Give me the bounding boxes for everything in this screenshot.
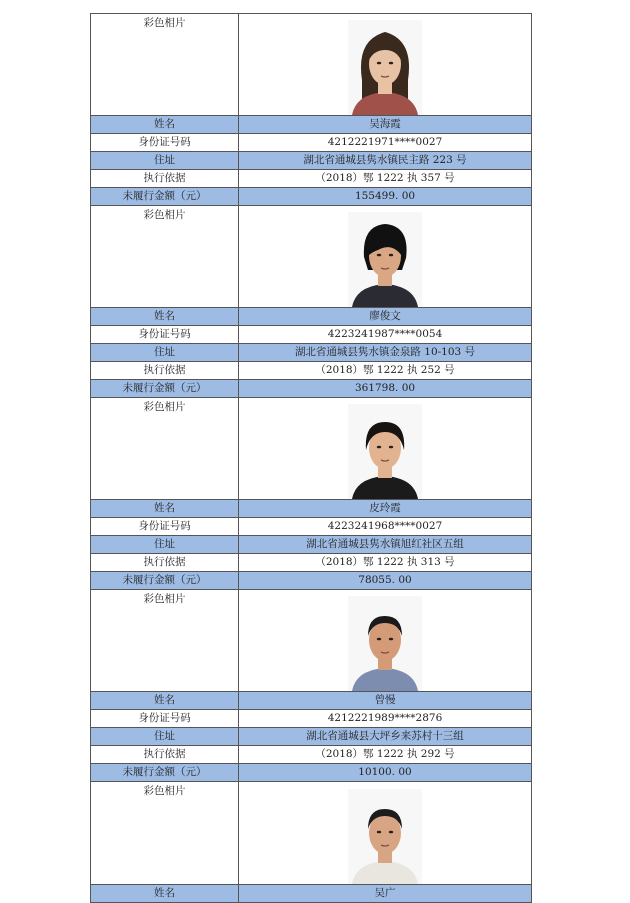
basis-label: 执行依据 [91, 170, 239, 188]
name-row [91, 692, 532, 710]
id-row [91, 134, 532, 152]
amount-row [91, 764, 532, 782]
address-label: 住址 [91, 344, 239, 362]
address-row [91, 344, 532, 362]
address-row [91, 152, 532, 170]
address-value: 湖北省通城县隽水镇民主路 223 号 [239, 152, 532, 170]
address-label: 住址 [91, 536, 239, 554]
name-row [91, 500, 532, 518]
photo-label: 彩色相片 [91, 590, 239, 692]
id-label: 身份证号码 [91, 134, 239, 152]
name-row [91, 116, 532, 134]
portrait-cell [239, 206, 532, 308]
amount-value: 361798. 00 [239, 380, 532, 398]
address-value: 湖北省通城县隽水镇旭红社区五组 [239, 536, 532, 554]
id-label: 身份证号码 [91, 518, 239, 536]
photo-label: 彩色相片 [91, 398, 239, 500]
name-label: 姓名 [91, 885, 239, 903]
amount-value: 78055. 00 [239, 572, 532, 590]
name-value: 廖俊文 [239, 308, 532, 326]
name-label: 姓名 [91, 500, 239, 518]
name-value: 皮玲霞 [239, 500, 532, 518]
portrait-cell [239, 590, 532, 692]
amount-value: 155499. 00 [239, 188, 532, 206]
portrait-photo [348, 20, 422, 115]
basis-label: 执行依据 [91, 554, 239, 572]
portrait-photo [348, 596, 422, 691]
portrait-icon [348, 212, 422, 307]
amount-label: 未履行金额（元） [91, 188, 239, 206]
id-label: 身份证号码 [91, 326, 239, 344]
portrait-cell [239, 782, 532, 885]
debtor-list-table [90, 13, 532, 903]
portrait-icon [348, 789, 422, 884]
amount-value: 10100. 00 [239, 764, 532, 782]
amount-label: 未履行金额（元） [91, 572, 239, 590]
id-row [91, 518, 532, 536]
portrait-cell [239, 14, 532, 116]
portrait-icon [348, 20, 422, 115]
id-value: 4212221989****2876 [239, 710, 532, 728]
basis-label: 执行依据 [91, 362, 239, 380]
portrait-cell [239, 398, 532, 500]
id-value: 4223241987****0054 [239, 326, 532, 344]
photo-row [91, 398, 532, 500]
photo-label: 彩色相片 [91, 782, 239, 885]
photo-row [91, 782, 532, 885]
name-label: 姓名 [91, 308, 239, 326]
photo-row [91, 14, 532, 116]
photo-row [91, 206, 532, 308]
id-value: 4223241968****0027 [239, 518, 532, 536]
basis-value: （2018）鄂 1222 执 313 号 [239, 554, 532, 572]
basis-value: （2018）鄂 1222 执 292 号 [239, 746, 532, 764]
name-label: 姓名 [91, 692, 239, 710]
portrait-photo [348, 789, 422, 884]
name-label: 姓名 [91, 116, 239, 134]
photo-row [91, 590, 532, 692]
address-row [91, 728, 532, 746]
name-row [91, 308, 532, 326]
id-row [91, 326, 532, 344]
address-label: 住址 [91, 152, 239, 170]
name-value: 曾慢 [239, 692, 532, 710]
address-row [91, 536, 532, 554]
amount-row [91, 380, 532, 398]
id-label: 身份证号码 [91, 710, 239, 728]
basis-row [91, 170, 532, 188]
portrait-icon [348, 596, 422, 691]
basis-row [91, 746, 532, 764]
basis-label: 执行依据 [91, 746, 239, 764]
address-value: 湖北省通城县大坪乡来苏村十三组 [239, 728, 532, 746]
photo-label: 彩色相片 [91, 14, 239, 116]
basis-value: （2018）鄂 1222 执 252 号 [239, 362, 532, 380]
amount-row [91, 188, 532, 206]
basis-row [91, 362, 532, 380]
amount-label: 未履行金额（元） [91, 380, 239, 398]
portrait-photo [348, 212, 422, 307]
portrait-photo [348, 404, 422, 499]
id-value: 4212221971****0027 [239, 134, 532, 152]
name-value: 吴广 [239, 885, 532, 903]
basis-value: （2018）鄂 1222 执 357 号 [239, 170, 532, 188]
amount-label: 未履行金额（元） [91, 764, 239, 782]
photo-label: 彩色相片 [91, 206, 239, 308]
portrait-icon [348, 404, 422, 499]
name-value: 吴海霞 [239, 116, 532, 134]
amount-row [91, 572, 532, 590]
address-label: 住址 [91, 728, 239, 746]
address-value: 湖北省通城县隽水镇金泉路 10-103 号 [239, 344, 532, 362]
id-row [91, 710, 532, 728]
name-row [91, 885, 532, 903]
basis-row [91, 554, 532, 572]
